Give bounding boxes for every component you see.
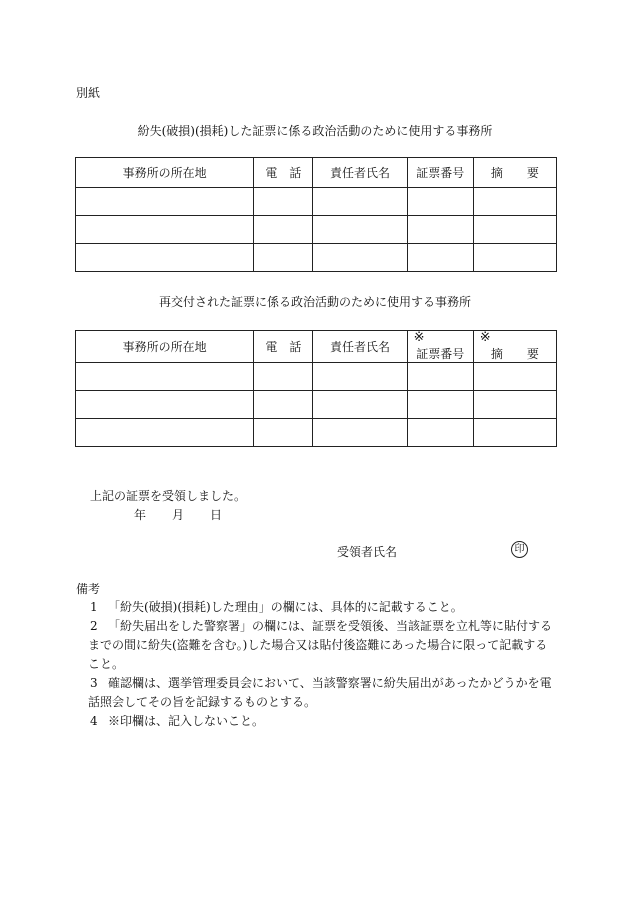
table-cell[interactable] <box>407 391 473 419</box>
table-row <box>76 363 557 391</box>
receipt-statement: 上記の証票を受領しました。 <box>90 489 247 503</box>
table-cell[interactable] <box>473 391 556 419</box>
note-number: 1 <box>90 600 98 614</box>
column-header-label: 摘 要 <box>490 347 539 361</box>
note-number: 4 <box>90 714 98 728</box>
table-cell[interactable] <box>473 216 556 244</box>
lost-certificate-office-table <box>75 157 557 272</box>
table-cell[interactable] <box>254 419 313 447</box>
office-use-mark: ※ <box>413 330 425 345</box>
table-cell[interactable] <box>313 391 407 419</box>
note-item <box>76 674 556 712</box>
table-cell[interactable] <box>473 419 556 447</box>
table-cell[interactable] <box>313 419 407 447</box>
table-cell[interactable] <box>254 216 313 244</box>
table-cell[interactable] <box>254 188 313 216</box>
table-row <box>76 391 557 419</box>
table-cell[interactable] <box>313 216 407 244</box>
table-cell[interactable] <box>76 216 254 244</box>
table-cell[interactable] <box>76 391 254 419</box>
office-use-mark: ※ <box>479 330 491 345</box>
column-header-certificate-number <box>407 331 473 363</box>
table-cell[interactable] <box>76 419 254 447</box>
lost-certificate-section-title: 紛失(破損)(損耗)した証票に係る政治活動のために使用する事務所 <box>137 124 493 138</box>
note-number: 3 <box>90 676 98 690</box>
column-header-office-address: 事務所の所在地 <box>76 331 254 363</box>
table-row <box>76 244 557 272</box>
appendix-label: 別紙 <box>76 86 101 100</box>
table-header-row <box>76 331 557 363</box>
table-cell[interactable] <box>254 391 313 419</box>
column-header-phone: 電 話 <box>254 331 313 363</box>
note-text: 確認欄は、選挙管理委員会において、当該警察署に紛失届出があったかどうかを電話照会してその旨を記録するものとする。 <box>88 676 552 709</box>
table-row <box>76 188 557 216</box>
date-day-label: 日 <box>210 508 223 522</box>
column-header-responsible-person: 責任者氏名 <box>313 158 407 188</box>
note-item <box>76 617 556 674</box>
note-item <box>76 598 556 617</box>
table-cell[interactable] <box>76 244 254 272</box>
table-cell[interactable] <box>254 244 313 272</box>
table-cell[interactable] <box>473 244 556 272</box>
table-row <box>76 216 557 244</box>
table-cell[interactable] <box>313 363 407 391</box>
table-cell[interactable] <box>407 244 473 272</box>
note-number: 2 <box>90 619 98 633</box>
table-cell[interactable] <box>407 216 473 244</box>
table-header-row <box>76 158 557 188</box>
date-month-label: 月 <box>172 508 185 522</box>
notes-heading: 備考 <box>76 582 101 596</box>
table-cell[interactable] <box>407 188 473 216</box>
recipient-name-label: 受領者氏名 <box>337 545 398 559</box>
table-cell[interactable] <box>76 188 254 216</box>
seal-icon: 印 <box>511 541 528 558</box>
table-cell[interactable] <box>76 363 254 391</box>
note-item <box>76 712 556 731</box>
receipt-date-line <box>134 506 222 523</box>
reissued-certificate-section-title: 再交付された証票に係る政治活動のために使用する事務所 <box>158 295 471 309</box>
table-cell[interactable] <box>473 363 556 391</box>
column-header-remarks <box>473 331 556 363</box>
column-header-remarks: 摘 要 <box>473 158 556 188</box>
table-cell[interactable] <box>407 363 473 391</box>
table-cell[interactable] <box>254 363 313 391</box>
note-text: ※印欄は、記入しないこと。 <box>108 714 265 728</box>
column-header-label: 証票番号 <box>416 347 465 361</box>
note-text: 「紛失(破損)(損耗)した理由」の欄には、具体的に記載すること。 <box>108 600 463 614</box>
table-row <box>76 419 557 447</box>
table-cell[interactable] <box>313 244 407 272</box>
table-cell[interactable] <box>473 188 556 216</box>
date-year-label: 年 <box>134 508 147 522</box>
table-cell[interactable] <box>313 188 407 216</box>
column-header-certificate-number: 証票番号 <box>407 158 473 188</box>
column-header-responsible-person: 責任者氏名 <box>313 331 407 363</box>
table-cell[interactable] <box>407 419 473 447</box>
reissued-certificate-office-table <box>75 330 557 447</box>
column-header-office-address: 事務所の所在地 <box>76 158 254 188</box>
note-text: 「紛失届出をした警察署」の欄には、証票を受領後、当該証票を立札等に貼付するまでの間に紛失(盗難を含む。)した場合又は貼付後盗難にあった場合に限って記載すること。 <box>88 619 553 671</box>
column-header-phone: 電 話 <box>254 158 313 188</box>
